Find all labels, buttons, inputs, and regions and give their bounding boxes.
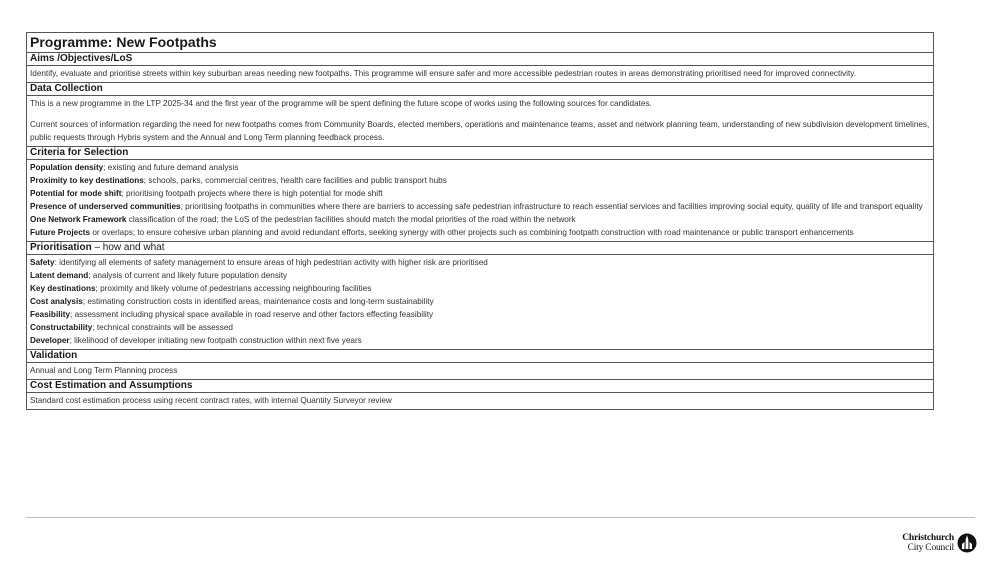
cost-body: [27, 393, 933, 409]
criteria-item: [30, 213, 930, 226]
cost-heading: Cost Estimation and Assumptions: [27, 380, 933, 393]
prioritisation-heading-label: Prioritisation: [30, 242, 92, 253]
prioritisation-item-text: : identifying all elements of safety management to ensure areas of high pedestrian activity with higher risk are prioritised: [54, 258, 488, 267]
criteria-item-label: Presence of underserved communities: [30, 202, 181, 211]
criteria-item-text: ; prioritising footpaths in communities where there are barriers to accessing safe pedestrian infrastructure to reach essential services and facilities improving social equity, quality of life and transport equality: [180, 202, 923, 211]
criteria-item: [30, 200, 930, 213]
validation-heading: Validation: [27, 350, 933, 363]
prioritisation-heading-suffix: – how and what: [91, 242, 165, 253]
aims-body: [27, 66, 933, 83]
prioritisation-item-label: Key destinations: [30, 284, 96, 293]
criteria-heading: Criteria for Selection: [27, 147, 933, 160]
prioritisation-item: [30, 334, 930, 347]
prioritisation-item-label: Safety: [30, 258, 55, 267]
criteria-item-label: Future Projects: [30, 228, 91, 237]
criteria-body: [27, 160, 933, 242]
cathedral-icon: [957, 533, 977, 553]
prioritisation-item-label: Latent demand: [30, 271, 89, 280]
criteria-item-label: Population density: [30, 163, 104, 172]
prioritisation-heading: [27, 242, 933, 255]
prioritisation-item-label: Constructability: [30, 323, 93, 332]
logo-line-1: Christchurch: [902, 533, 954, 543]
criteria-item-label: One Network Framework: [30, 215, 127, 224]
prioritisation-item: [30, 321, 930, 334]
prioritisation-item: [30, 295, 930, 308]
aims-text: Identify, evaluate and prioritise streets within key suburban areas needing new footpaths. This programme will ensure safer and more accessible pedestrian routes in areas demonstrating prioritised need for improved connectivity.: [30, 69, 857, 78]
data-collection-heading: Data Collection: [27, 83, 933, 96]
prioritisation-item: [30, 269, 930, 282]
cost-text: Standard cost estimation process using recent contract rates, with internal Quantity Surveyor review: [30, 396, 392, 405]
council-logo: [902, 533, 977, 553]
logo-wordmark: [902, 533, 954, 553]
criteria-item: [30, 174, 930, 187]
page-title: Programme: New Footpaths: [27, 33, 933, 53]
programme-table: [26, 32, 934, 410]
data-collection-para-1: This is a new programme in the LTP 2025-34 and the first year of the programme will be spent defining the future scope of works using the following sources for candidates.: [30, 99, 652, 108]
prioritisation-item-text: ; assessment including physical space available in road reserve and other factors effecting feasibility: [70, 310, 434, 319]
criteria-item: [30, 226, 930, 239]
logo-line-2: City Council: [907, 543, 954, 553]
prioritisation-item-label: Developer: [30, 336, 70, 345]
prioritisation-item-text: ; analysis of current and likely future population density: [88, 271, 288, 280]
criteria-item: [30, 187, 930, 200]
data-collection-body: [27, 96, 933, 147]
prioritisation-item: [30, 282, 930, 295]
prioritisation-item-text: ; proximity and likely volume of pedestrians accessing neighbouring facilities: [95, 284, 372, 293]
validation-text: Annual and Long Term Planning process: [30, 366, 178, 375]
prioritisation-body: [27, 255, 933, 350]
criteria-item-label: Potential for mode shift: [30, 189, 122, 198]
criteria-item-text: ; existing and future demand analysis: [103, 163, 239, 172]
prioritisation-item-text: ; technical constraints will be assessed: [92, 323, 233, 332]
footer-divider: [26, 517, 975, 518]
criteria-item-text: ; prioritising footpath projects where there is high potential for mode shift: [121, 189, 383, 198]
criteria-item-label: Proximity to key destinations: [30, 176, 144, 185]
aims-heading: Aims /Objectives/LoS: [27, 53, 933, 66]
prioritisation-item-text: ; likelihood of developer initiating new footpath construction within next five years: [69, 336, 362, 345]
criteria-item-text: ; schools, parks, commercial centres, health care facilities and public transport hubs: [143, 176, 447, 185]
prioritisation-item-label: Feasibility: [30, 310, 71, 319]
prioritisation-item: [30, 308, 930, 321]
validation-body: [27, 363, 933, 380]
data-collection-para-2: Current sources of information regarding the need for new footpaths comes from Community Boards, elected members, operations and maintenance teams, asset and network planning team, understanding of new subdivision development timelines, public requests through Hybris system and the Annual and Long Term planning feedback process.: [30, 120, 930, 142]
criteria-item-text: classification of the road; the LoS of the pedestrian facilities should match the modal priorities of the road within the network: [126, 215, 576, 224]
criteria-item: [30, 161, 930, 174]
prioritisation-item-text: ; estimating construction costs in identified areas, maintenance costs and long-term sustainability: [82, 297, 434, 306]
prioritisation-item: [30, 256, 930, 269]
prioritisation-item-label: Cost analysis: [30, 297, 83, 306]
criteria-item-text: or overlaps; to ensure cohesive urban planning and avoid redundant efforts, seeking synergy with other projects such as combining footpath construction with road maintenance or public transport enhancements: [90, 228, 854, 237]
